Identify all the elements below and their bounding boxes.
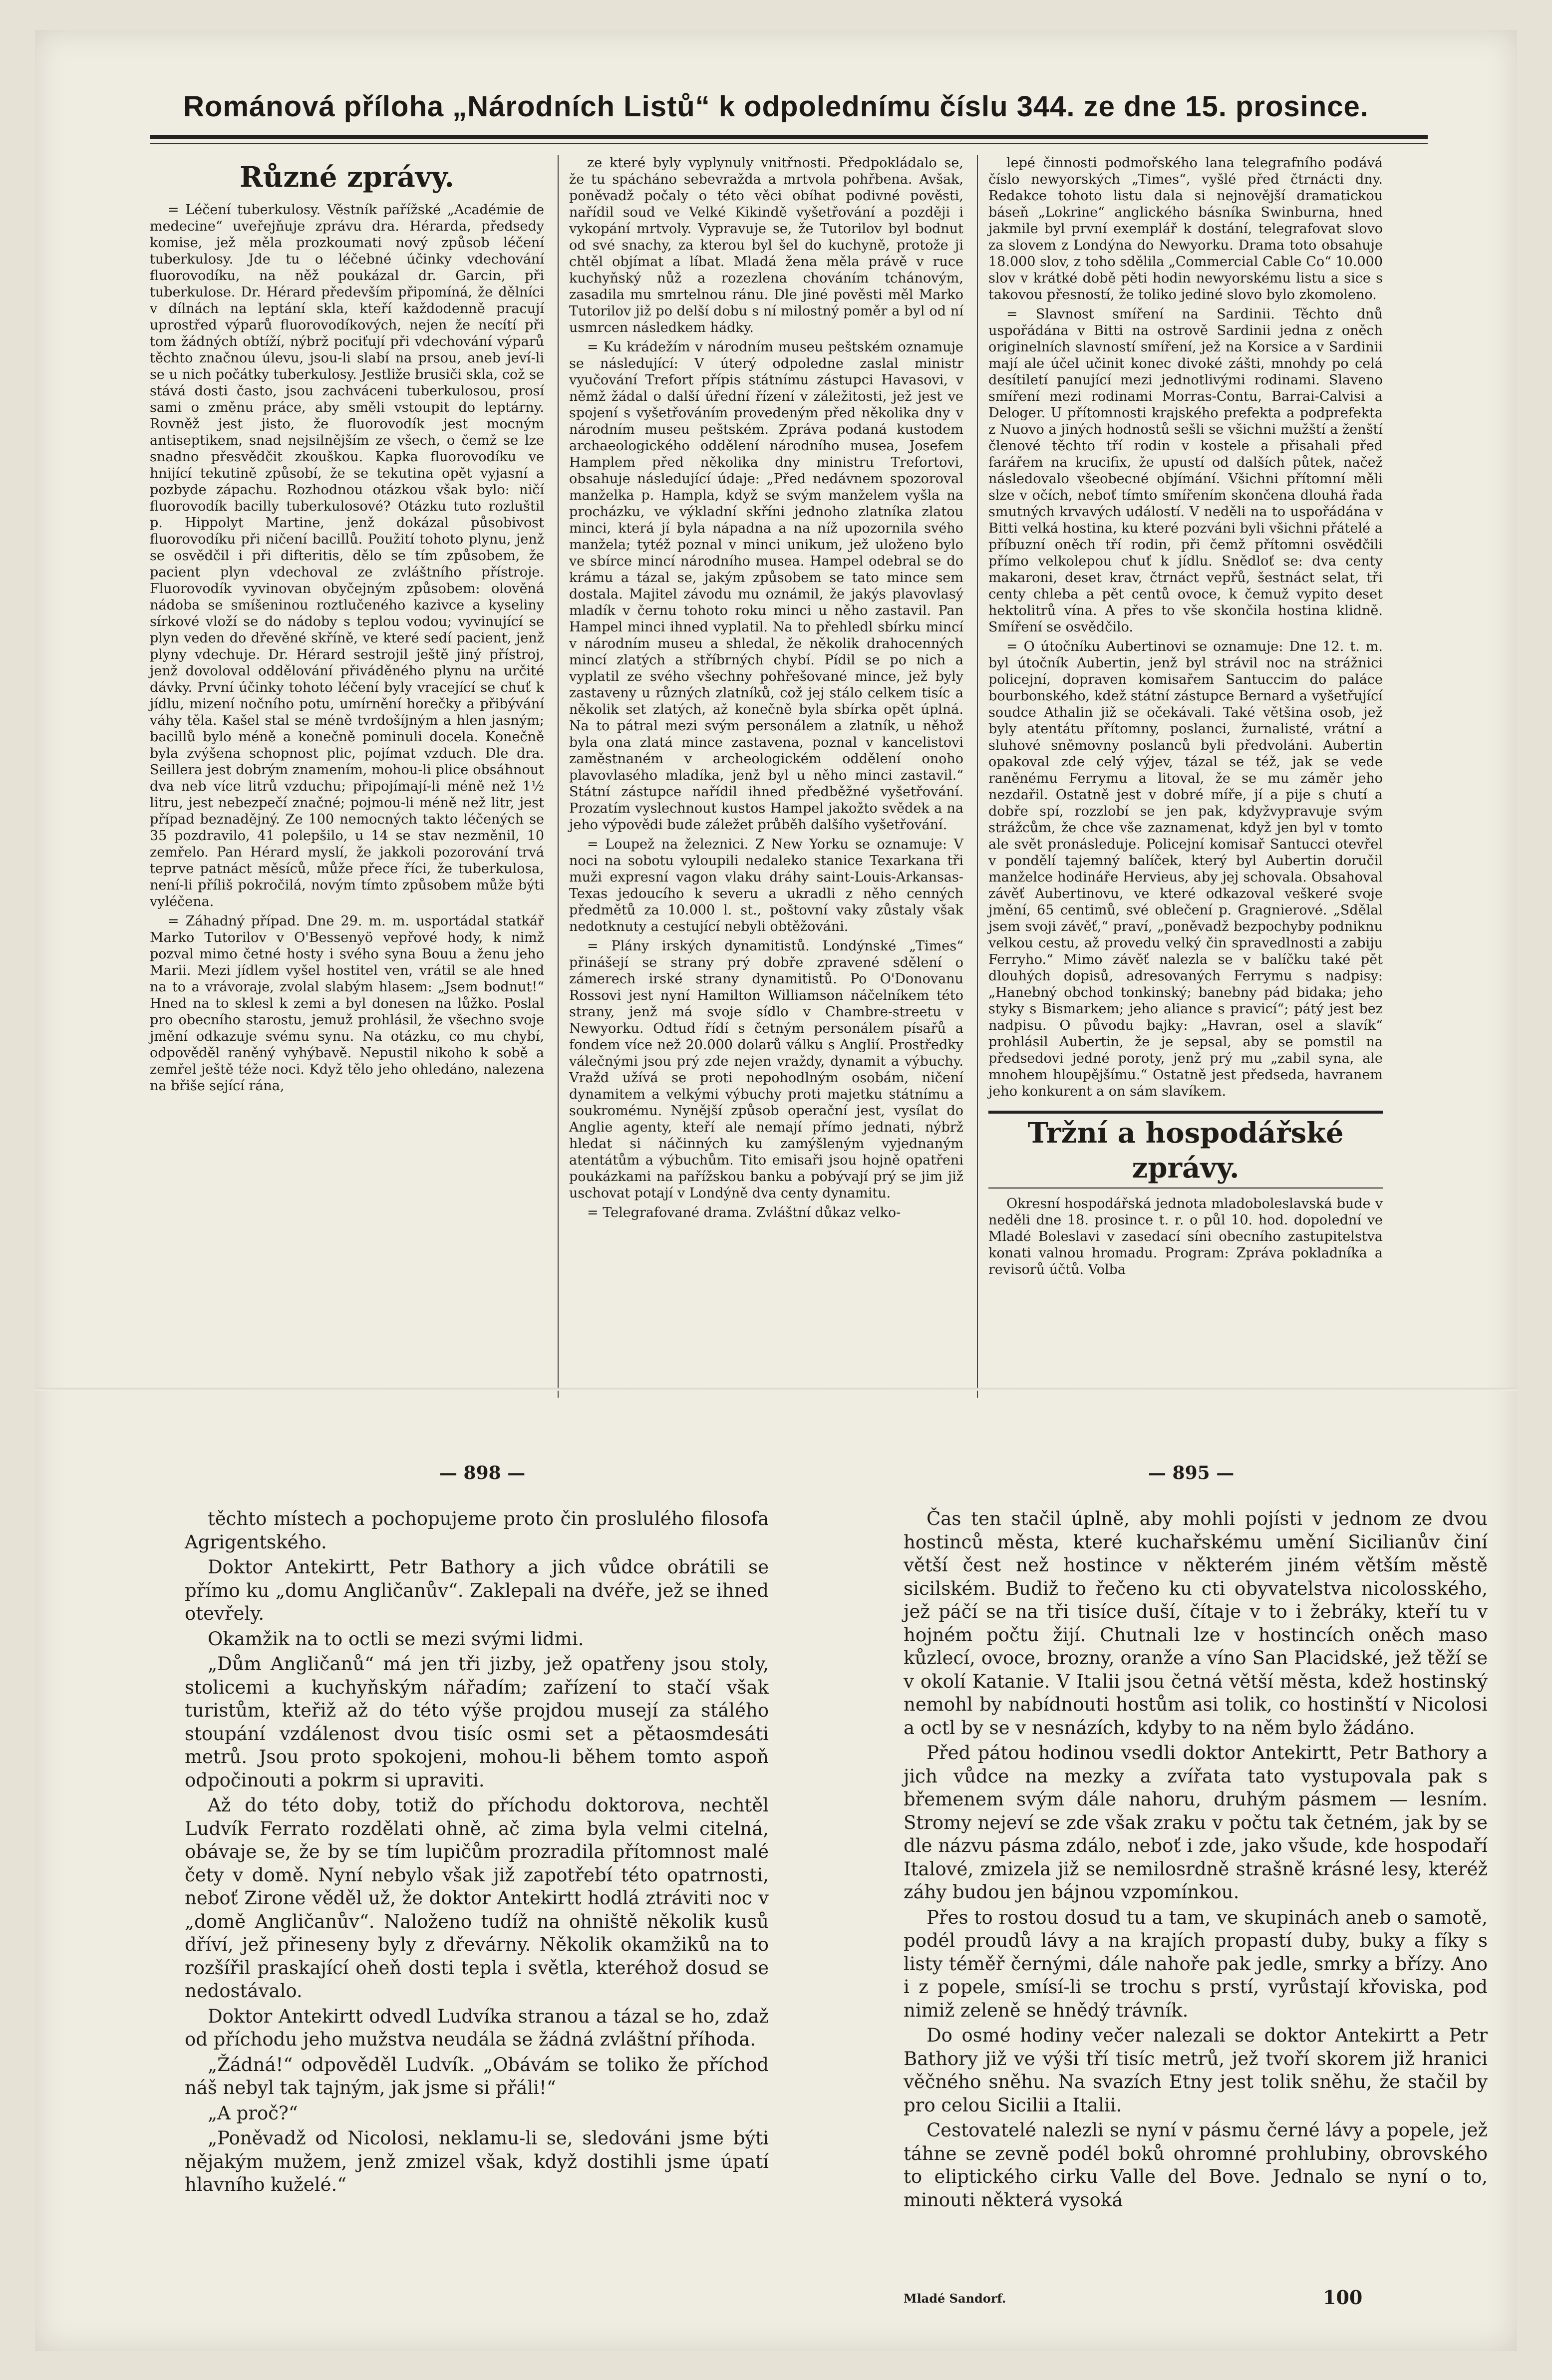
novel-paragraph: Čas ten stačil úplně, aby mohli pojísti v jednom ze dvou hostinců města, které kuchařskému umění Sicilianův činí větší čest než hostince v některém jiném větším městě sicilském. Budiž to řečeno ku cti obyvatelstva nicolosského, jež páčí se na tři tisíce duší, čítaje v to i žebráky, kteří tu v hojném počtu žijí. Chutnali lze v hostincích oněch maso kůzlecí, ovoce, brozny, oranže a víno San Placidské, jež těží se v okolí Katanie. V Italii jsou četná větší města, kdež hostinský nemohl by nabídnouti hostům asi tolik, co hostinští v Nicolosi a octl by se v nesnázích, kdyby to na něm bylo žádáno.: [904, 1508, 1488, 1739]
article-loupez-zeleznice: = Loupež na železnici. Z New Yorku se oznamuje: V noci na sobotu vyloupili nedaleko stanice Texarkana tři muži expresní vagon vlaku dráhy saint-Louis-Arkansas-Texas jedoucího k severu a ukradli z něho cenných předmětů za 10.000 l. st., poštovní vaky zůstaly však nedotknuty a cestující nebyli obtěžováni.: [569, 837, 963, 934]
novel-paragraph: „Dům Angličanů“ má jen tři jizby, jež opatřeny jsou stoly, stolicemi a kuchyňským nářadím; zařízení to stačí však turistům, kteřiž až do této výše projdou musejí za stálého stoupání vzdálenost dvou tisíc osmi set a pětaosmdesáti metrů. Jsou proto spokojeni, mohou-li během tomto aspoň odpočinouti a pokrm si upraviti.: [185, 1653, 769, 1791]
novel-column-left: [185, 1507, 769, 2199]
novel-paragraph: „Poněvadž od Nicolosi, neklamu-li se, sledováni jsme býti nějakým mužem, jenž zmizel však, když dostihli jsme úpatí hlavního kuželé.“: [185, 2127, 769, 2195]
page-number-left: — 898 —: [439, 1463, 526, 1484]
novel-paragraph: Doktor Antekirtt, Petr Bathory a jich vůdce obrátili se přímo ku „domu Angličanův“. Zaklepali na dvéře, jež se ihned otevřely.: [185, 1556, 769, 1624]
header-rule-thin: [150, 143, 1428, 144]
fold-crease: [35, 1388, 1517, 1391]
novel-paragraph: „A proč?“: [208, 2102, 298, 2124]
column-1: [150, 155, 544, 1097]
newspaper-page: [35, 30, 1517, 2351]
page-header: Románová příloha „Národních Listů“ k odpolednímu číslu 344. ze dne 15. prosince.: [183, 90, 1369, 123]
novel-column-right: [904, 1507, 1488, 2214]
novel-signature: Mladé Sandorf.: [904, 2291, 1006, 2306]
article-continuation: ze které byly vyplynuly vnitřnosti. Předpokládalo se, že tu spácháno sebevražda a mrtvola pohřbena. Avšak, poněvadž počaly o této věci obíhat podivné pověsti, nařídil soud ve Velké Kikindě vyšetřování a později i vykopání mrtvoly. Vypravuje se, že Tutorilov byl bodnut od své snachy, za kterou byl šel do kuchyně, protože ji chtěl objímat a líbat. Mladá žena měla právě v ruce kuchyňský nůž a rozezlena chováním tchánovým, zasadila mu smrtelnou ránu. Dle jiné pověsti měl Marko Tutorilov již po delší dobu s ní milostný poměr a byl od ní usmrcen následkem hádky.: [569, 155, 963, 335]
article-lecenti-tuberkulosy: = Léčení tuberkulosy. Věstník pařížské „Académie de medecine“ uveřejňuje zprávu dra. Hérarda, předsedy komise, jež měla prozkoumati nový způsob léčení tuberkulosy. Jde tu o léčebné účinky vdechování fluorovodíku, na něž poukázal dr. Garcin, při tuberkulose. Dr. Hérard především připomíná, že dělníci v dílnách na leptání skla, kteří každodenně pracují uprostřed výparů fluorovodíkových, nejen že necítí při tom žádných obtíží, nýbrž pociťují při vdechování výparů těchto značnou úlevu, jsou-li slabí na prsou, aneb jeví-li se u nich počátky tuberkulosy. Jestliže brusiči skla, což se stává dosti často, jsou zachváceni tuberkulosou, prosí sami o změnu práce, aby směli vstoupit do leptárny. Rovněž jest jisto, že fluorovodík jest mocným antiseptikem, snad nejsilnějším ze všech, o čemž se lze snadno přesvědčit zkouškou. Kapka fluorovodíku ve hnijící tekutině způsobí, že se tekutina opět vyjasní a pozbyde zápachu. Rozhodnou otázkou však bylo: ničí fluorovodík bacilly tuberkulosové? Otázku tuto rozluštil p. Hippolyt Martine, jenž dokázal působivost fluorovodíku při ničení bacillů. Použití tohoto plynu, jenž se osvědčil i při difteritis, dělo se tím způsobem, že pacient plyn vdechoval ze zvláštního přístroje. Fluorovodík vyvinovan obyčejným způsobem: olověná nádoba se smíšeninou roztlučeného kazivce a kyseliny sírkové vloží se do nádoby s teplou vodou; vyvinující se plyn veden do dřevěné skříně, ve které sedí pacient, jenž plyny vdechuje. Dr. Hérard sestrojil ještě jiný přístroj, jenž dovoloval oddělování přiváděného plynu na určité dávky. První účinky tohoto léčení byly vracející se chuť k jídlu, mizení nočního potu, umírnění horečky a přibývání váhy těla. Kašel stal se méně tvrdošíjným a hlen jasným; bacillů bylo méně a konečně pominuli docela. Konečně byla zvýšena schopnost plic, pojímat vzduch. Dle dra. Seillera jest dobrým znamením, mohou-li plice obsáhnout dva neb více litrů vzduchu; připojímají-li méně než 1½ litru, jest nebezpečí značné; pojmou-li méně než litr, jest případ beznadějný. Ze 100 nemocných takto léčených se 35 pozdravilo, 41 polepšilo, u 14 se stav nezměnil, 10 zemřelo. Pan Hérard myslí, že jakkoli pozorování trvá teprve patnáct měsíců, může přece říci, že tuberkulosa, není-li příliš pokročilá, novým tímto způsobem může býti vyléčena.: [150, 202, 544, 909]
novel-paragraph: Až do této doby, totiž do příchodu doktorova, nechtěl Ludvík Ferrato rozdělati ohně, ač zima byla velmi citelná, obávaje se, že by se tím lupičům prozradila přítomnost malé čety v domě. Nyní nebylo však již zapotřebí této opatrnosti, neboť Zirone věděl už, že doktor Antekirtt hodlá ztráviti noc v „domě Angličanův“. Naloženo tudíž na ohniště několik kusů dříví, jež přineseny byly z dřevárny. Několik okamžiků na to rozšířil praskající oheň dosti tepla i světla, kteréhož dosud se nedostávalo.: [185, 1794, 769, 2002]
novel-paragraph: Do osmé hodiny večer nalezali se doktor Antekirtt a Petr Bathory již ve výši tří tisíc metrů, jež tvoří skorem již hranici věčného sněhu. Na svazích Etny jest tolik sněhu, že stačil by pro celou Sicilii a Italii.: [904, 2025, 1488, 2116]
novel-paragraph: Přes to rostou dosud tu a tam, ve skupinách aneb o samotě, podél proudů lávy a na krajích propastí duby, buky a fíky s listy téměř černými, dále nahoře pak jedle, smrky a břízy. Ano i z popele, smísí-li se trochu s prstí, vyrůstají křoviska, pod nimiž zeleně se hnědý trávník.: [904, 1906, 1488, 2021]
novel-paragraph: Cestovatelé nalezli se nyní v pásmu černé lávy a popele, jež táhne se zevně podél boků ohromné prohlubiny, obrovského to eliptického cirku Valle del Bove. Jednalo se nyní o to, minouti některá vysoká: [904, 2119, 1488, 2211]
article-slavnost-smireni: = Slavnost smíření na Sardinii. Těchto dnů uspořádána v Bitti na ostrově Sardinii jedna z oněch originelních slavností smíření, jež na Korsice a v Sardinii mají ale účel učinit konec divoké zášti, mnohdy po celá desítiletí panující mezi jednotlivými rodinami. Slaveno smíření mezi rodinami Morras-Contu, Barrai-Calvisi a Deloger. U přítomnosti krajského prefekta a podprefekta z Nuovo a jiných hodnostů sešli se všichni mužští a ženští členové těchto tří rodin v kostele a přisahali před farářem na krucifix, že upustí od dalších půtek, načež následovalo všeobecné objímání. Všichni přítomní měli slze v očích, neboť tímto smířením skončena dlouhá řada smutných krvavých událostí. V neděli na to uspořádána v Bitti velká hostina, ku které pozváni byli všichni přátelé a příbuzní oněch tří rodin, při čemž přítomni osvědčili přímo velkolepou chuť k jídlu. Snědloť se: dva centy makaroni, deset krav, čtrnáct vepřů, šestnáct selat, tři centy chleba a pět centů ovoce, k čemuž vypito deset hektolitrů vína. A přes to vše skončila hostina klidně. Smíření se osvědčilo.: [988, 306, 1383, 635]
article-telegrafovane-drama: = Telegrafované drama. Zvláštní důkaz velko-: [587, 1205, 901, 1220]
column-divider: [558, 155, 559, 1398]
section-title-trzni-zpravy: Tržní a hospodářské zprávy.: [988, 1111, 1383, 1189]
folio-number: 100: [1323, 2286, 1363, 2309]
header-rule: [150, 135, 1428, 139]
novel-paragraph: Před pátou hodinou vsedli doktor Antekirtt, Petr Bathory a jich vůdce na mezky a zvířata tato vystupovala pak s břemenem svým dále nahoru, druhým pásmem — lesním. Stromy nejeví se zde však zraku v počtu tak četném, jak by se dle názvu pásma zdálo, neboť i zde, jako všude, kde hospodaří Italové, zmizela již se nemilosrdně strašně krásné lesy, kteréž záhy budou jen bájnou vzpomínkou.: [904, 1742, 1488, 1903]
page-number-right: — 895 —: [1148, 1463, 1235, 1484]
article-aubertin: = O útočníku Aubertinovi se oznamuje: Dne 12. t. m. byl útočník Aubertin, jenž byl strávil noc na strážnici policejní, dopraven komisařem Santuccim do paláce bourbonského, kdež státní zástupce Bernard a vyšetřující soudce Athalin již se očekávali. Také většina osob, jež byly atentátu přítomny, poslanci, žurnalisté, vrátní a sluhové sněmovny poslanců byli předvoláni. Aubertin opakoval zde celý výjev, tázal se též, jak se vede raněnému Ferrymu a litoval, že se mu záměr jeho nezdařil. Ostatně jest v dobré míře, jí a pije s chutí a dobře spí, rozzlobí se jen pak, kdyžvypravuje svým strážcům, že chce vše zaznamenat, když jen byl v tomto ale svět pronásleduje. Policejní komisař Santucci otevřel v pondělí tajemný balíček, který byl Aubertin doručil manželce hodináře Hervieus, aby jej schovala. Obsahoval závěť Aubertinovu, ve které odkazoval veškeré svoje jmění, 65 centimů, své oblečení p. Gragnierové. „Sdělal jsem svoji závěť,“ praví, „poněvadž bezpochyby podniknu velkou cestu, až provedu velký čin spravedlnosti a zabiju Ferryho.“ Mimo závěť nalezla se v balíčku také pět dlouhých dopisů, adresovaných Ferrymu s nadpisy: „Hanebný obchod tonkinský; banebny pád bidaka; jeho styky s Bismarkem; jeho aliance s pravicí“; pátý jest bez nadpisu. O původu bajky: „Havran, osel a slavík“ prohlásil Aubertin, že je sepsal, aby se pomstil na předsedovi jedné poroty, jenž prý mu „zabil syna, ale mnohem hloupějšímu.“ Ostatně jest předseda, havranem jeho konkurent a on sám slavíkem.: [988, 639, 1383, 1099]
novel-paragraph: „Žádná!“ odpověděl Ludvík. „Obávám se toliko že příchod náš nebyl tak tajným, jak jsme si přáli!“: [185, 2054, 769, 2098]
article-hospodarska-jednota: Okresní hospodářská jednota mladoboleslavská bude v neděli dne 18. prosince t. r. o půl 10. hod. dopolední ve Mladé Boleslavi v zasedací síni obecního zastupitelstva konati valnou hromadu. Program: Zpráva pokladníka a revisorů účtů. Volba: [988, 1196, 1383, 1277]
novel-paragraph: těchto místech a pochopujeme proto čin proslulého filosofa Agrigentského.: [185, 1508, 769, 1553]
column-divider: [977, 155, 978, 1398]
article-kradeze-museum: = Ku krádežím v národním museu peštském oznamuje se následující: V úterý odpoledne zaslal ministr vyučování Trefort přípis státnímu zástupci Havasovi, v němž žádal o další úřední řízení v záležitosti, jež jest ve spojení s vyšetřováním provedeným před několika dny v národním museu peštském. Zpráva podaná kustodem archaeologického oddělení národního musea, Josefem Hamplem před několika dny ministru Trefortovi, obsahuje následující údaje: „Před nedávnem spozoroval manželka p. Hampla, když se svým manželem vyšla na procházku, ve výkladní skříni jednoho zlatníka zlatou minci, která jí byla nápadna a na níž upozornila svého manžela; tytéž poznal v minci unikum, jež uloženo bylo ve sbírce mincí národního musea. Hampel odebral se do krámu a tázal se, jakým způsobem se tato mince sem dostala. Majitel závodu mu oznámil, že jakýs plavovlasý mladík v černu tohoto roku minci u něho zastavil. Pan Hampel minci ihned vyplatil. Na to přehledl sbírku mincí v národním museu a shledal, že několik drahocenných mincí zlatých a stříbrných chybí. Pídil se po nich a vyplatil ze svého všechny pohřešované mince, jež byly zastaveny u různých zlatníků, což jej stálo celkem tisíc a několik set zlatých, až konečně byla sbírka opět úplná. Na to pátral mezi svým personálem a zlatník, u něhož byla ona zlatá mince zastavena, poznal v kancelistovi zaměstnaném v archeologickém oddělení onoho plavovlasého mladíka, jenž byl u něho minci zastavil.“ Státní zástupce nařídil ihned předběžné vyšetřování. Prozatím vyslechnout kustos Hampel jakožto svědek a na jeho výpovědi bude záležet průběh dalšího vyšetřování.: [569, 339, 963, 833]
article-plany-dynamitistu: = Plány irských dynamitistů. Londýnské „Times“ přinášejí se strany prý dobře zpravené sdělení o zámerech irské strany dynamitistů. Po O'Donovanu Rossovi jest nyní Hamilton Williamson náčelníkem této strany, jenž má svoje sídlo v Chambre-streetu v Newyorku. Odtud řídí s četným personálem písařů a fondem více než 20.000 dolarů válku s Anglií. Prostředky válečnými jsou prý zde nejen vraždy, dynamit a výbuchy. Vražd užívá se proti nepohodlným osobám, ničení dynamitem a velkými výbuchy proti majetku státnímu a soukromému. Nynější způsob operační jest, vysílat do Anglie agenty, kteří ale nemají přímo jednati, nýbrž hledat si náčinných ku zamýšleným vyjednaným atentátům a výbuchům. Tito emisaři jsou hojně opatřeni poukázkami na pařížskou banku a pobývají prý se jim již uschovat potají v Londýně dva centy dynamitu.: [569, 938, 963, 1201]
novel-paragraph: Doktor Antekirtt odvedl Ludvíka stranou a tázal se ho, zdaž od příchodu jeho mužstva neudála se žádná zvláštní příhoda.: [185, 2005, 769, 2050]
column-3: [988, 155, 1383, 1281]
column-2: [569, 155, 963, 1224]
section-title-ruzne-zpravy: Různé zprávy.: [240, 161, 454, 194]
novel-paragraph: Okamžik na to octli se mezi svými lidmi.: [208, 1628, 584, 1650]
article-zahadny-pripad: = Záhadný případ. Dne 29. m. m. usportádal statkář Marko Tutorilov v O'Bessenyö vepřové hody, k nimž pozval mimo četné hosty i svého syna Bouu a ženu jeho Marii. Mezi jídlem vyšel hostitel ven, vrátil se ale hned na to a vrávoraje, zvolal slabým hlasem: „Jsem bodnut!“ Hned na to sklesl k zemi a byl donesen na lůžko. Poslal pro obecního starostu, jemuž prohlásil, že všechno svoje jmění odkazuje svému synu. Na otázku, co mu chybí, odpověděl raněný vyhýbavě. Nepustil nikoho k sobě a zemřel ještě téže noci. Když tělo jeho ohledáno, nalezena na břiše sející rána,: [150, 913, 544, 1094]
article-telegraf-continuation: lepé činnosti podmořského lana telegrafního podává číslo newyorských „Times“, vyšlé před čtrnácti dny. Redakce tohoto listu dala si nejnovější dramatickou báseň „Lokrine“ anglického básníka Swinburna, hned jakmile byl první exemplář k dostání, telegrafovat slovo za slovem z Londýna do Newyorku. Drama toto obsahuje 18.000 slov, z toho sdělila „Commercial Cable Co“ 10.000 slov v krátké době pěti hodin newyorskému listu a sice s takovou přesností, že toliko jediné slovo bylo zkomoleno.: [988, 155, 1383, 302]
